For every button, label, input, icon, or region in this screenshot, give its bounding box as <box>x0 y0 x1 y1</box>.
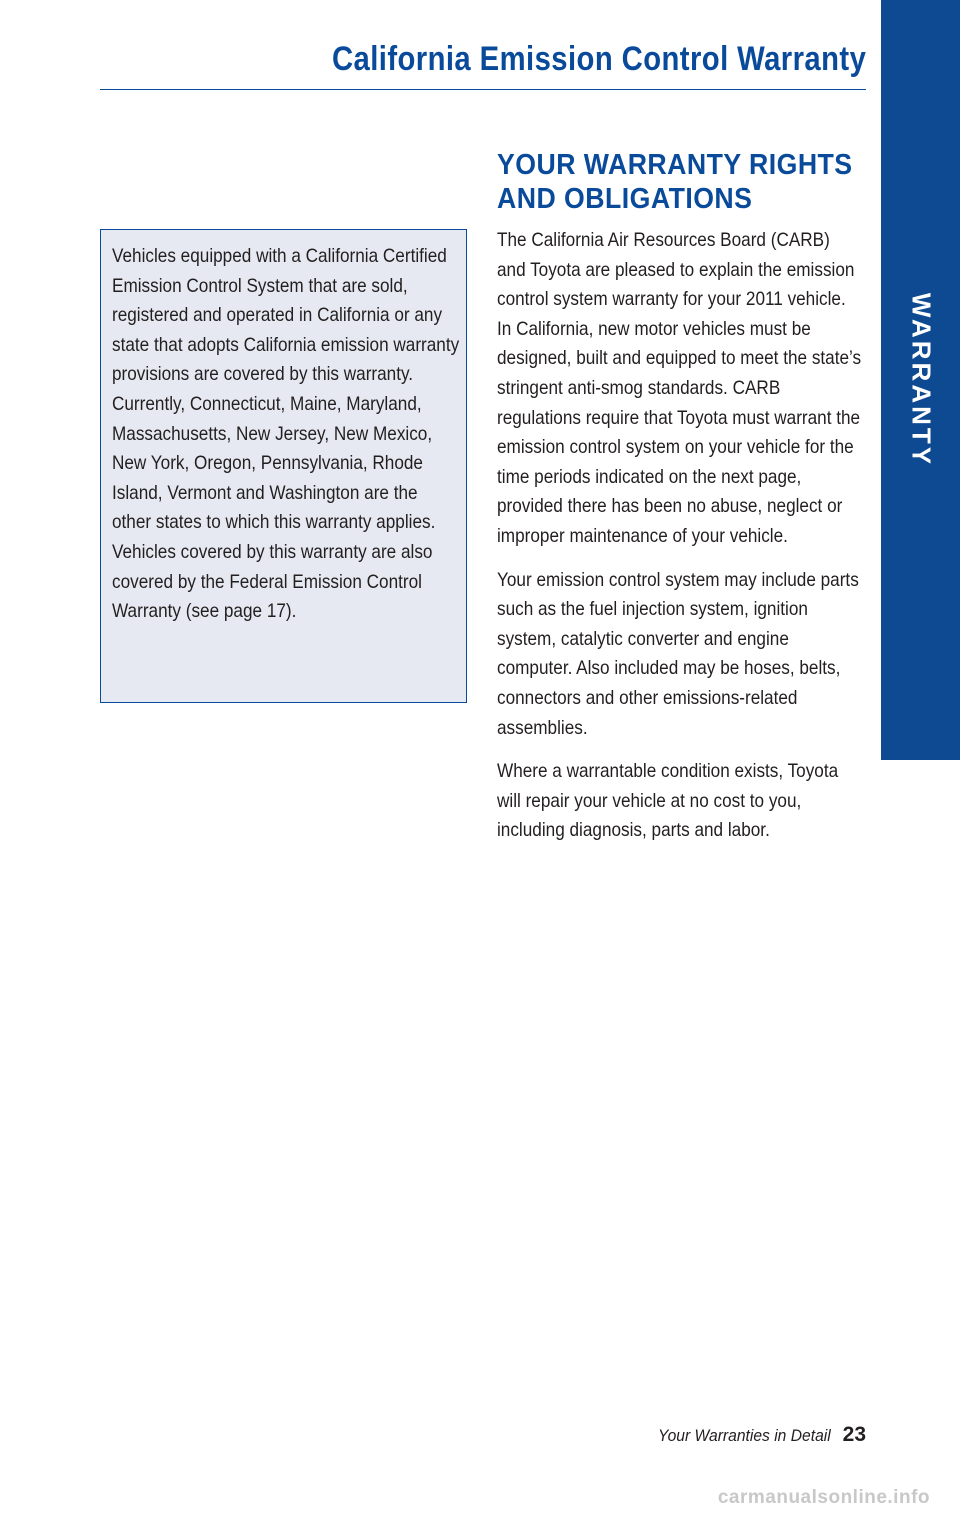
body-paragraph-parts: Your emission control system may include parts such as the fuel injection system, ignition system, catalytic converter and engine computer. Also included may be hoses, belts, connectors and other emissions-related assemblies. <box>497 568 859 739</box>
section-side-tab-label: WARRANTY <box>906 292 936 468</box>
state-coverage-info-box <box>100 229 467 703</box>
state-coverage-text: Vehicles equipped with a California Certified Emission Control System that are sold, registered and operated in California or any state that adopts California emission warranty provisions are covered by this warranty. Currently, Connecticut, Maine, Maryland, Massachusetts, New Jersey, New Mexico, New York, Oregon, Pennsylvania, Rhode Island, Vermont and Washington are the other states to which this warranty applies. Vehicles covered by this warranty are also covered by the Federal Emission Control Warranty (see page 17). <box>112 245 460 623</box>
body-paragraph-carb: The California Air Resources Board (CARB) and Toyota are pleased to explain the emission control system warranty for your 2011 vehicle. In California, new motor vehicles must be designed, built and equipped to meet the state’s stringent anti-smog standards. CARB regulations require that Toyota must warrant the emission control system on your vehicle for the time periods indicated on the next page, provided there has been no abuse, neglect or improper maintenance of your vehicle. <box>497 229 862 547</box>
page-number: 23 <box>842 1423 866 1446</box>
header-divider <box>100 89 866 90</box>
main-text-column <box>497 226 867 860</box>
section-heading: YOUR WARRANTY RIGHTS AND OBLIGATIONS <box>497 149 853 215</box>
footer-section-label: Your Warranties in Detail <box>657 1426 831 1445</box>
page-title: California Emission Control Warranty <box>331 40 866 78</box>
page-footer <box>643 1423 866 1447</box>
section-side-tab <box>881 0 960 760</box>
body-paragraph-repair: Where a warrantable condition exists, Toyota will repair your vehicle at no cost to you, including diagnosis, parts and labor. <box>497 760 839 842</box>
site-watermark: carmanualsonline.info <box>717 1487 930 1508</box>
